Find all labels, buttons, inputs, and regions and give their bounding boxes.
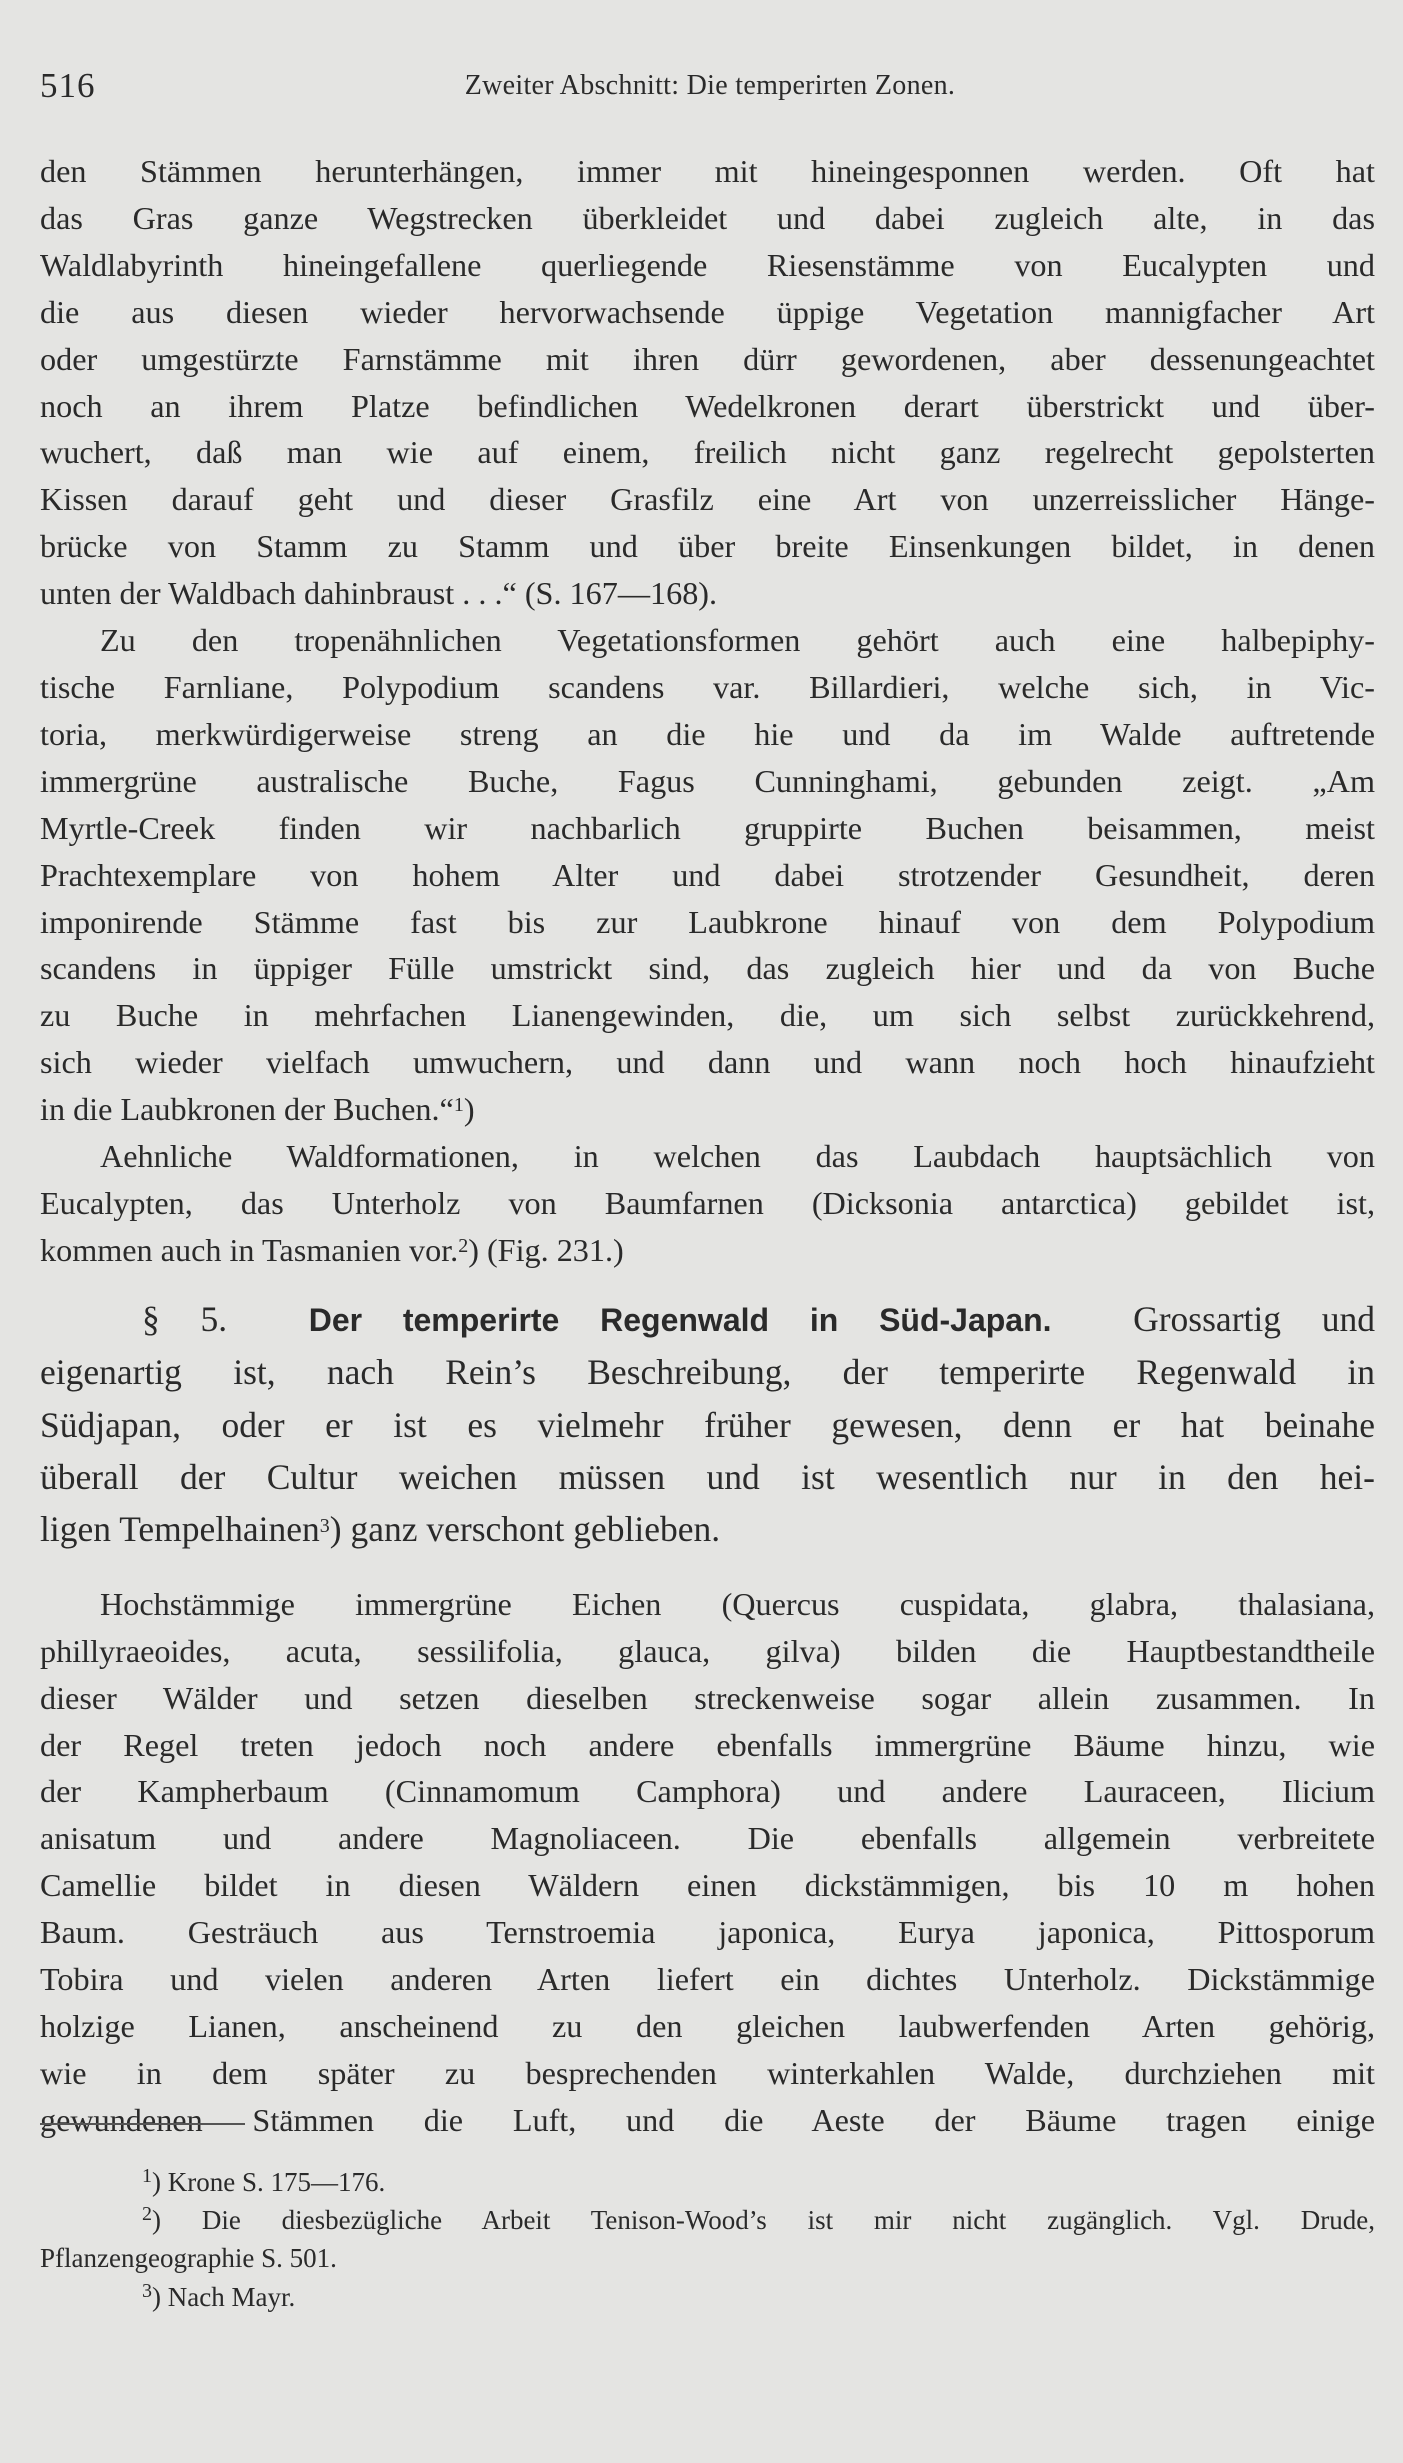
text-line-last	[40, 1086, 1375, 1133]
text-line: dieser Wälder und setzen dieselben streckenweise sogar allein zusammen. In	[40, 1679, 1375, 1716]
text-line: tische Farnliane, Polypodium scandens var. Billardieri, welche sich, in Vic-	[40, 668, 1375, 705]
text-line: brücke von Stamm zu Stamm und über breite Einsenkungen bildet, in denen	[40, 528, 1375, 565]
text-line: Tobira und vielen anderen Arten liefert ein dichtes Unterholz. Dickstämmige	[40, 1961, 1375, 1998]
text-line: Waldlabyrinth hineingefallene querliegende Riesenstämme von Eucalypten und	[40, 246, 1375, 283]
footnote-rule	[40, 2123, 245, 2125]
text-line-last: unten der Waldbach dahinbraust . . .“ (S. 167—168).	[40, 575, 718, 612]
text-line: imponirende Stämme fast bis zur Laubkrone hinauf von dem Polypodium	[40, 903, 1375, 940]
text-line-indent: Zu den tropenähnlichen Vegetationsformen gehört auch eine halbepiphy-	[100, 622, 1375, 659]
text-line: Südjapan, oder er ist es vielmehr früher gewesen, denn er hat beinahe	[40, 1404, 1375, 1445]
section-heading-line	[40, 1293, 1375, 1346]
section-number: § 5.	[142, 1298, 228, 1339]
text-line: scandens in üppiger Fülle umstrickt sind, das zugleich hier und da von Buche	[40, 950, 1375, 987]
text-line: noch an ihrem Platze befindlichen Wedelkronen derart überstrickt und über-	[40, 387, 1375, 424]
footnotes	[40, 2163, 1375, 2316]
footnote	[40, 2163, 1375, 2201]
text-fragment: ) ganz verschont geblieben.	[329, 1509, 721, 1550]
footnote-text: ) Die diesbezügliche Arbeit Tenison-Wood’s ist mir nicht zugänglich. Vgl. Drude,	[152, 2205, 1375, 2236]
paragraph-polypodium	[40, 617, 1375, 1133]
footnote-ref: 3	[319, 1515, 330, 1538]
text-line: Eucalypten, das Unterholz von Baumfarnen (Dicksonia antarctica) gebildet ist,	[40, 1184, 1375, 1221]
text-fragment: in die Laubkronen der Buchen.“	[40, 1091, 454, 1128]
text-line: oder umgestürzte Farnstämme mit ihren dürr gewordenen, aber dessenungeachtet	[40, 340, 1375, 377]
footnote	[40, 2278, 1375, 2316]
footnote-text: ) Krone S. 175—176.	[152, 2167, 386, 2197]
text-line: Kissen darauf geht und dieser Grasfilz eine Art von unzerreisslicher Hänge-	[40, 481, 1375, 518]
text-fragment: kommen auch in Tasmanien vor.	[40, 1231, 459, 1268]
text-line: wuchert, daß man wie auf einem, freilich nicht ganz regelrecht gepolsterten	[40, 434, 1375, 471]
text-line: toria, merkwürdigerweise streng an die hie und da im Walde auftretende	[40, 715, 1375, 752]
text-line: gewundenen Stämmen die Luft, und die Aeste der Bäume tragen einige	[40, 2101, 1375, 2138]
text-line: eigenartig ist, nach Rein’s Beschreibung, der temperirte Regenwald in	[40, 1352, 1375, 1393]
text-line-last	[40, 1503, 1375, 1555]
text-line: Myrtle-Creek finden wir nachbarlich gruppirte Buchen beisammen, meist	[40, 809, 1375, 846]
text-fragment: ligen Tempelhainen	[40, 1509, 320, 1550]
footnote-mark: 2	[142, 2203, 152, 2226]
footnote-ref: 2	[458, 1234, 469, 1257]
page-body	[40, 148, 1375, 2144]
text-line: sich wieder vielfach umwuchern, und dann und wann noch hoch hinaufzieht	[40, 1044, 1375, 1081]
text-line: wie in dem später zu besprechenden winterkahlen Walde, durchziehen mit	[40, 2054, 1375, 2091]
text-line: Baum. Gesträuch aus Ternstroemia japonica, Eurya japonica, Pittosporum	[40, 1914, 1375, 1951]
text-line: der Kampherbaum (Cinnamomum Camphora) und andere Lauraceen, Ilicium	[40, 1773, 1375, 1810]
text-line: überall der Cultur weichen müssen und ist wesentlich nur in den hei-	[40, 1456, 1375, 1497]
section-regenwald-japan	[40, 1293, 1375, 1556]
footnote-text: Pflanzengeographie S. 501.	[40, 2243, 337, 2274]
section-heading: Der temperirte Regenwald in Süd-Japan.	[308, 1301, 1052, 1338]
text-line: Camellie bildet in diesen Wäldern einen dickstämmigen, bis 10 m hohen	[40, 1867, 1375, 1904]
paragraph-eucalyptus-grass	[40, 148, 1375, 617]
text-fragment: Grossartig und	[1133, 1298, 1375, 1339]
text-line-indent: Aehnliche Waldformationen, in welchen das Laubdach hauptsächlich von	[100, 1138, 1375, 1175]
text-fragment: ) (Fig. 231.)	[468, 1231, 624, 1268]
text-line: der Regel treten jedoch noch andere ebenfalls immergrüne Bäume hinzu, wie	[40, 1726, 1375, 1763]
text-line: zu Buche in mehrfachen Lianengewinden, die, um sich selbst zurückkehrend,	[40, 997, 1375, 1034]
running-title: Zweiter Abschnitt: Die temperirten Zonen.	[464, 70, 956, 101]
page-number: 516	[40, 66, 96, 105]
text-line: das Gras ganze Wegstrecken überkleidet und dabei zugleich alte, in das	[40, 199, 1375, 236]
text-line: den Stämmen herunterhängen, immer mit hineingesponnen werden. Oft hat	[40, 153, 1375, 189]
footnote-continuation	[40, 2239, 1375, 2277]
text-line: Prachtexemplare von hohem Alter und dabei strotzender Gesundheit, deren	[40, 856, 1375, 893]
paragraph-tasmania	[40, 1133, 1375, 1274]
text-line: immergrüne australische Buche, Fagus Cunninghami, gebunden zeigt. „Am	[40, 762, 1375, 799]
footnote-text: ) Nach Mayr.	[152, 2281, 296, 2312]
text-fragment: )	[463, 1091, 475, 1128]
text-line: die aus diesen wieder hervorwachsende üppige Vegetation mannigfacher Art	[40, 293, 1375, 330]
text-line-last	[40, 1227, 1375, 1274]
text-line: holzige Lianen, anscheinend zu den gleichen laubwerfenden Arten gehörig,	[40, 2007, 1375, 2044]
page-header	[40, 66, 1380, 116]
text-line-indent: Hochstämmige immergrüne Eichen (Quercus cuspidata, glabra, thalasiana,	[100, 1585, 1375, 1622]
footnote-mark: 3	[142, 2279, 152, 2302]
paragraph-oak-forest	[40, 1581, 1375, 2144]
footnote-mark: 1	[142, 2165, 152, 2187]
text-line: phillyraeoides, acuta, sessilifolia, glauca, gilva) bilden die Hauptbestandtheile	[40, 1632, 1375, 1669]
footnote	[40, 2201, 1375, 2239]
footnote-ref: 1	[453, 1094, 464, 1117]
text-line: anisatum und andere Magnoliaceen. Die ebenfalls allgemein verbreitete	[40, 1820, 1375, 1857]
